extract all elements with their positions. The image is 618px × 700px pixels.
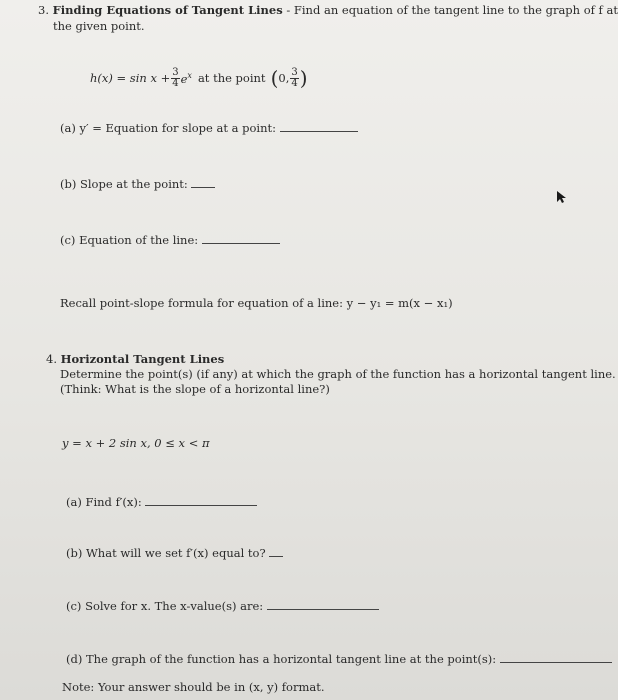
problem4-header	[46, 352, 224, 366]
answer-blank-4b[interactable]	[269, 546, 283, 557]
problem4-part-d: (d) The graph of the function has a horizontal tangent line at the point(s):	[66, 652, 612, 666]
problem4-part-a: (a) Find f′(x):	[66, 495, 257, 509]
equation-exp: $e^x$	[180, 70, 192, 86]
problem4-title: Horizontal Tangent Lines	[60, 352, 225, 366]
point-x: 0,	[278, 71, 290, 86]
answer-blank-3c[interactable]	[202, 233, 280, 244]
problem3-part-a: (a) y′ = Equation for slope at a point:	[60, 121, 358, 135]
problem4-line2: (Think: What is the slope of a horizontal line?)	[60, 382, 330, 396]
answer-blank-4c[interactable]	[267, 599, 379, 610]
problem3-title: Finding Equations of Tangent Lines	[52, 3, 283, 17]
problem4-part-b: (b) What will we set f′(x) equal to?	[66, 546, 283, 560]
answer-blank-3a[interactable]	[280, 121, 358, 132]
problem4-part-c: (c) Solve for x. The x-value(s) are:	[66, 599, 379, 613]
answer-blank-3b[interactable]	[191, 177, 215, 188]
problem3-part-c: (c) Equation of the line:	[60, 233, 280, 247]
point-fraction: $\frac{3}{4}$	[291, 67, 298, 89]
problem4-line1: Determine the point(s) (if any) at which the graph of the function has a horizontal tangent line.	[60, 367, 616, 381]
equation-lhs: h(x) = sin x +	[90, 71, 171, 86]
problem3-part-b: (b) Slope at the point:	[60, 177, 215, 191]
equation-at-point: at the point	[197, 71, 266, 86]
answer-blank-4d[interactable]	[500, 652, 612, 663]
problem3-header	[38, 3, 618, 17]
problem3-intro-line2: the given point.	[53, 19, 145, 33]
answer-blank-4a[interactable]	[145, 495, 257, 506]
problem4-equation: y = x + 2 sin x, 0 ≤ x < π	[62, 436, 210, 450]
problem4-number: 4.	[46, 352, 57, 366]
problem3-equation: h(x) = sin x + $\frac{3}{4}$ $e^x$ at the point ( 0, $\frac{3}{4}$ )	[90, 66, 308, 90]
problem3-intro-line1: - Find an equation of the tangent line to the graph of f at	[282, 3, 618, 17]
equation-fraction: $\frac{3}{4}$	[172, 67, 179, 89]
problem4-note: Note: Your answer should be in (x, y) format.	[62, 680, 325, 694]
mouse-cursor-icon	[556, 190, 568, 204]
problem3-number: 3.	[38, 3, 49, 17]
problem3-recall: Recall point-slope formula for equation of a line: y − y₁ = m(x − x₁)	[60, 296, 453, 310]
